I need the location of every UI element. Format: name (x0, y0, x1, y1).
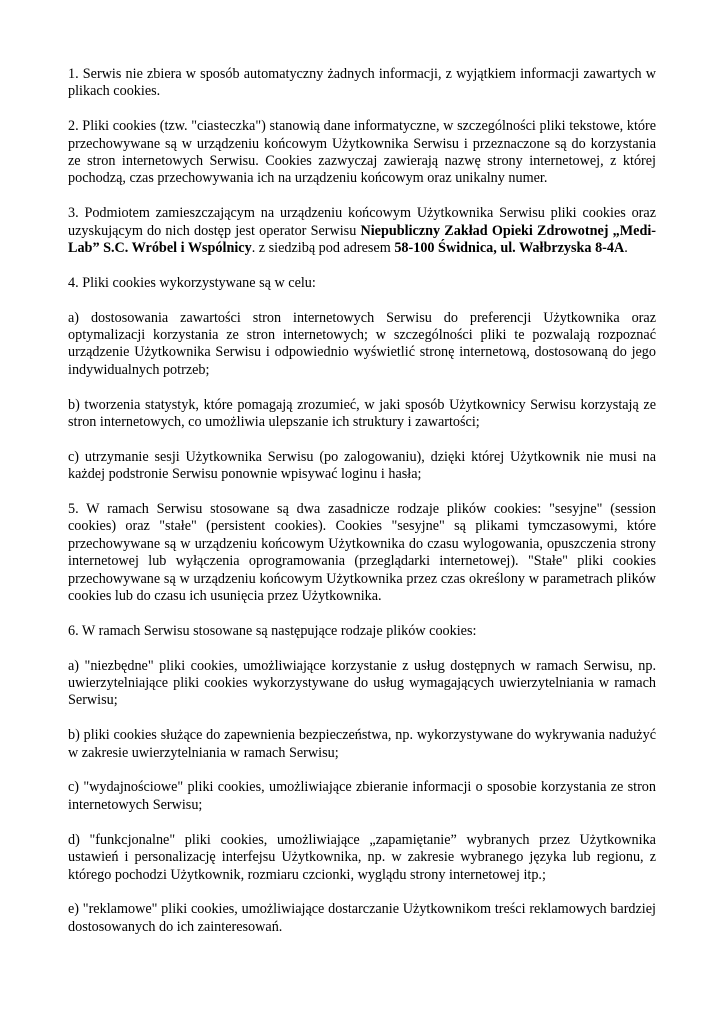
paragraph-5: 5. W ramach Serwisu stosowane są dwa zasadnicze rodzaje plików cookies: "sesyjne" (session cookies) oraz "stałe" (persistent cookies). Cookies "sesyjne" są plikami tymczasowymi, które przechowywane są w urządzeniu końcowym Użytkownika do czasu wylogowania, opuszczenia strony internetowej lub wyłączenia oprogramowania (przeglądarki internetowej). "Stałe" pliki cookies przechowywane są w urządzeniu końcowym Użytkownika przez czas określony w parametrach plików cookies lub do czasu ich usunięcia przez Użytkownika. (68, 501, 656, 605)
paragraph-2: 2. Pliki cookies (tzw. "ciasteczka") stanowią dane informatyczne, w szczególności pliki tekstowe, które przechowywane są w urządzeniu końcowym Użytkownika Serwisu i przeznaczone są do korzystania ze stron internetowych Serwisu. Cookies zazwyczaj zawierają nazwę strony internetowej, z której pochodzą, czas przechowywania ich na urządzeniu końcowym oraz unikalny numer. (68, 118, 656, 187)
paragraph-4b: b) tworzenia statystyk, które pomagają zrozumieć, w jaki sposób Użytkownicy Serwisu korzystają ze stron internetowych, co umożliwia ulepszanie ich struktury i zawartości; (68, 396, 656, 431)
paragraph-4: 4. Pliki cookies wykorzystywane są w celu: (68, 274, 316, 291)
operator-address: 58-100 Świdnica, ul. Wałbrzyska 8-4A (394, 240, 625, 257)
paragraph-6: 6. W ramach Serwisu stosowane są następujące rodzaje plików cookies: (68, 622, 477, 639)
operator-company-name: Niepubliczny Zakład Opieki Zdrowotnej „Medi-Lab” S.C. Wróbel i Wspólnicy (68, 222, 657, 257)
paragraph-6d: d) "funkcjonalne" pliki cookies, umożliwiające „zapamiętanie” wybranych przez Użytkownika ustawień i personalizację interfejsu Użytkownika, np. w zakresie wybranego języka lub regionu, z którego pochodzi Użytkownik, rozmiaru czcionki, wyglądu strony internetowej itp.; (68, 831, 656, 883)
paragraph-6c: c) "wydajnościowe" pliki cookies, umożliwiające zbieranie informacji o sposobie korzystania ze stron internetowych Serwisu; (68, 779, 656, 813)
paragraph-1: 1. Serwis nie zbiera w sposób automatyczny żadnych informacji, z wyjątkiem informacji zawartych w plikach cookies. (68, 66, 656, 100)
paragraph-3-text-c: . (624, 240, 628, 257)
paragraph-4a: a) dostosowania zawartości stron internetowych Serwisu do preferencji Użytkownika oraz optymalizacji korzystania ze stron internetowych; w szczególności pliki te pozwalają rozpoznać urządzenie Użytkownika Serwisu i odpowiednio wyświetlić stronę internetową, dostosowaną do jego indywidualnych potrzeb; (68, 309, 656, 378)
paragraph-6a: a) "niezbędne" pliki cookies, umożliwiające korzystanie z usług dostępnych w ramach Serwisu, np. uwierzytelniające pliki cookies wykorzystywane do usług wymagających uwierzytelniania w ramach Serwisu; (68, 657, 656, 709)
paragraph-6b: b) pliki cookies służące do zapewnienia bezpieczeństwa, np. wykorzystywane do wykrywania nadużyć w zakresie uwierzytelniania w ramach Serwisu; (68, 727, 656, 761)
paragraph-3 (68, 205, 656, 257)
paragraph-6e: e) "reklamowe" pliki cookies, umożliwiające dostarczanie Użytkownikom treści reklamowych bardziej dostosowanych do ich zainteresowań. (68, 901, 656, 935)
paragraph-3-text-a: 3. Podmiotem zamieszczającym na urządzeniu końcowym Użytkownika Serwisu pliki cookies oraz uzyskującym do nich dostęp jest operator Serwisu (68, 205, 656, 239)
paragraph-3-text-b: . z siedzibą pod adresem (251, 240, 395, 257)
paragraph-4c: c) utrzymanie sesji Użytkownika Serwisu (po zalogowaniu), dzięki której Użytkownik nie musi na każdej podstronie Serwisu ponownie wpisywać loginu i hasła; (68, 448, 656, 483)
document-page (68, 66, 656, 954)
